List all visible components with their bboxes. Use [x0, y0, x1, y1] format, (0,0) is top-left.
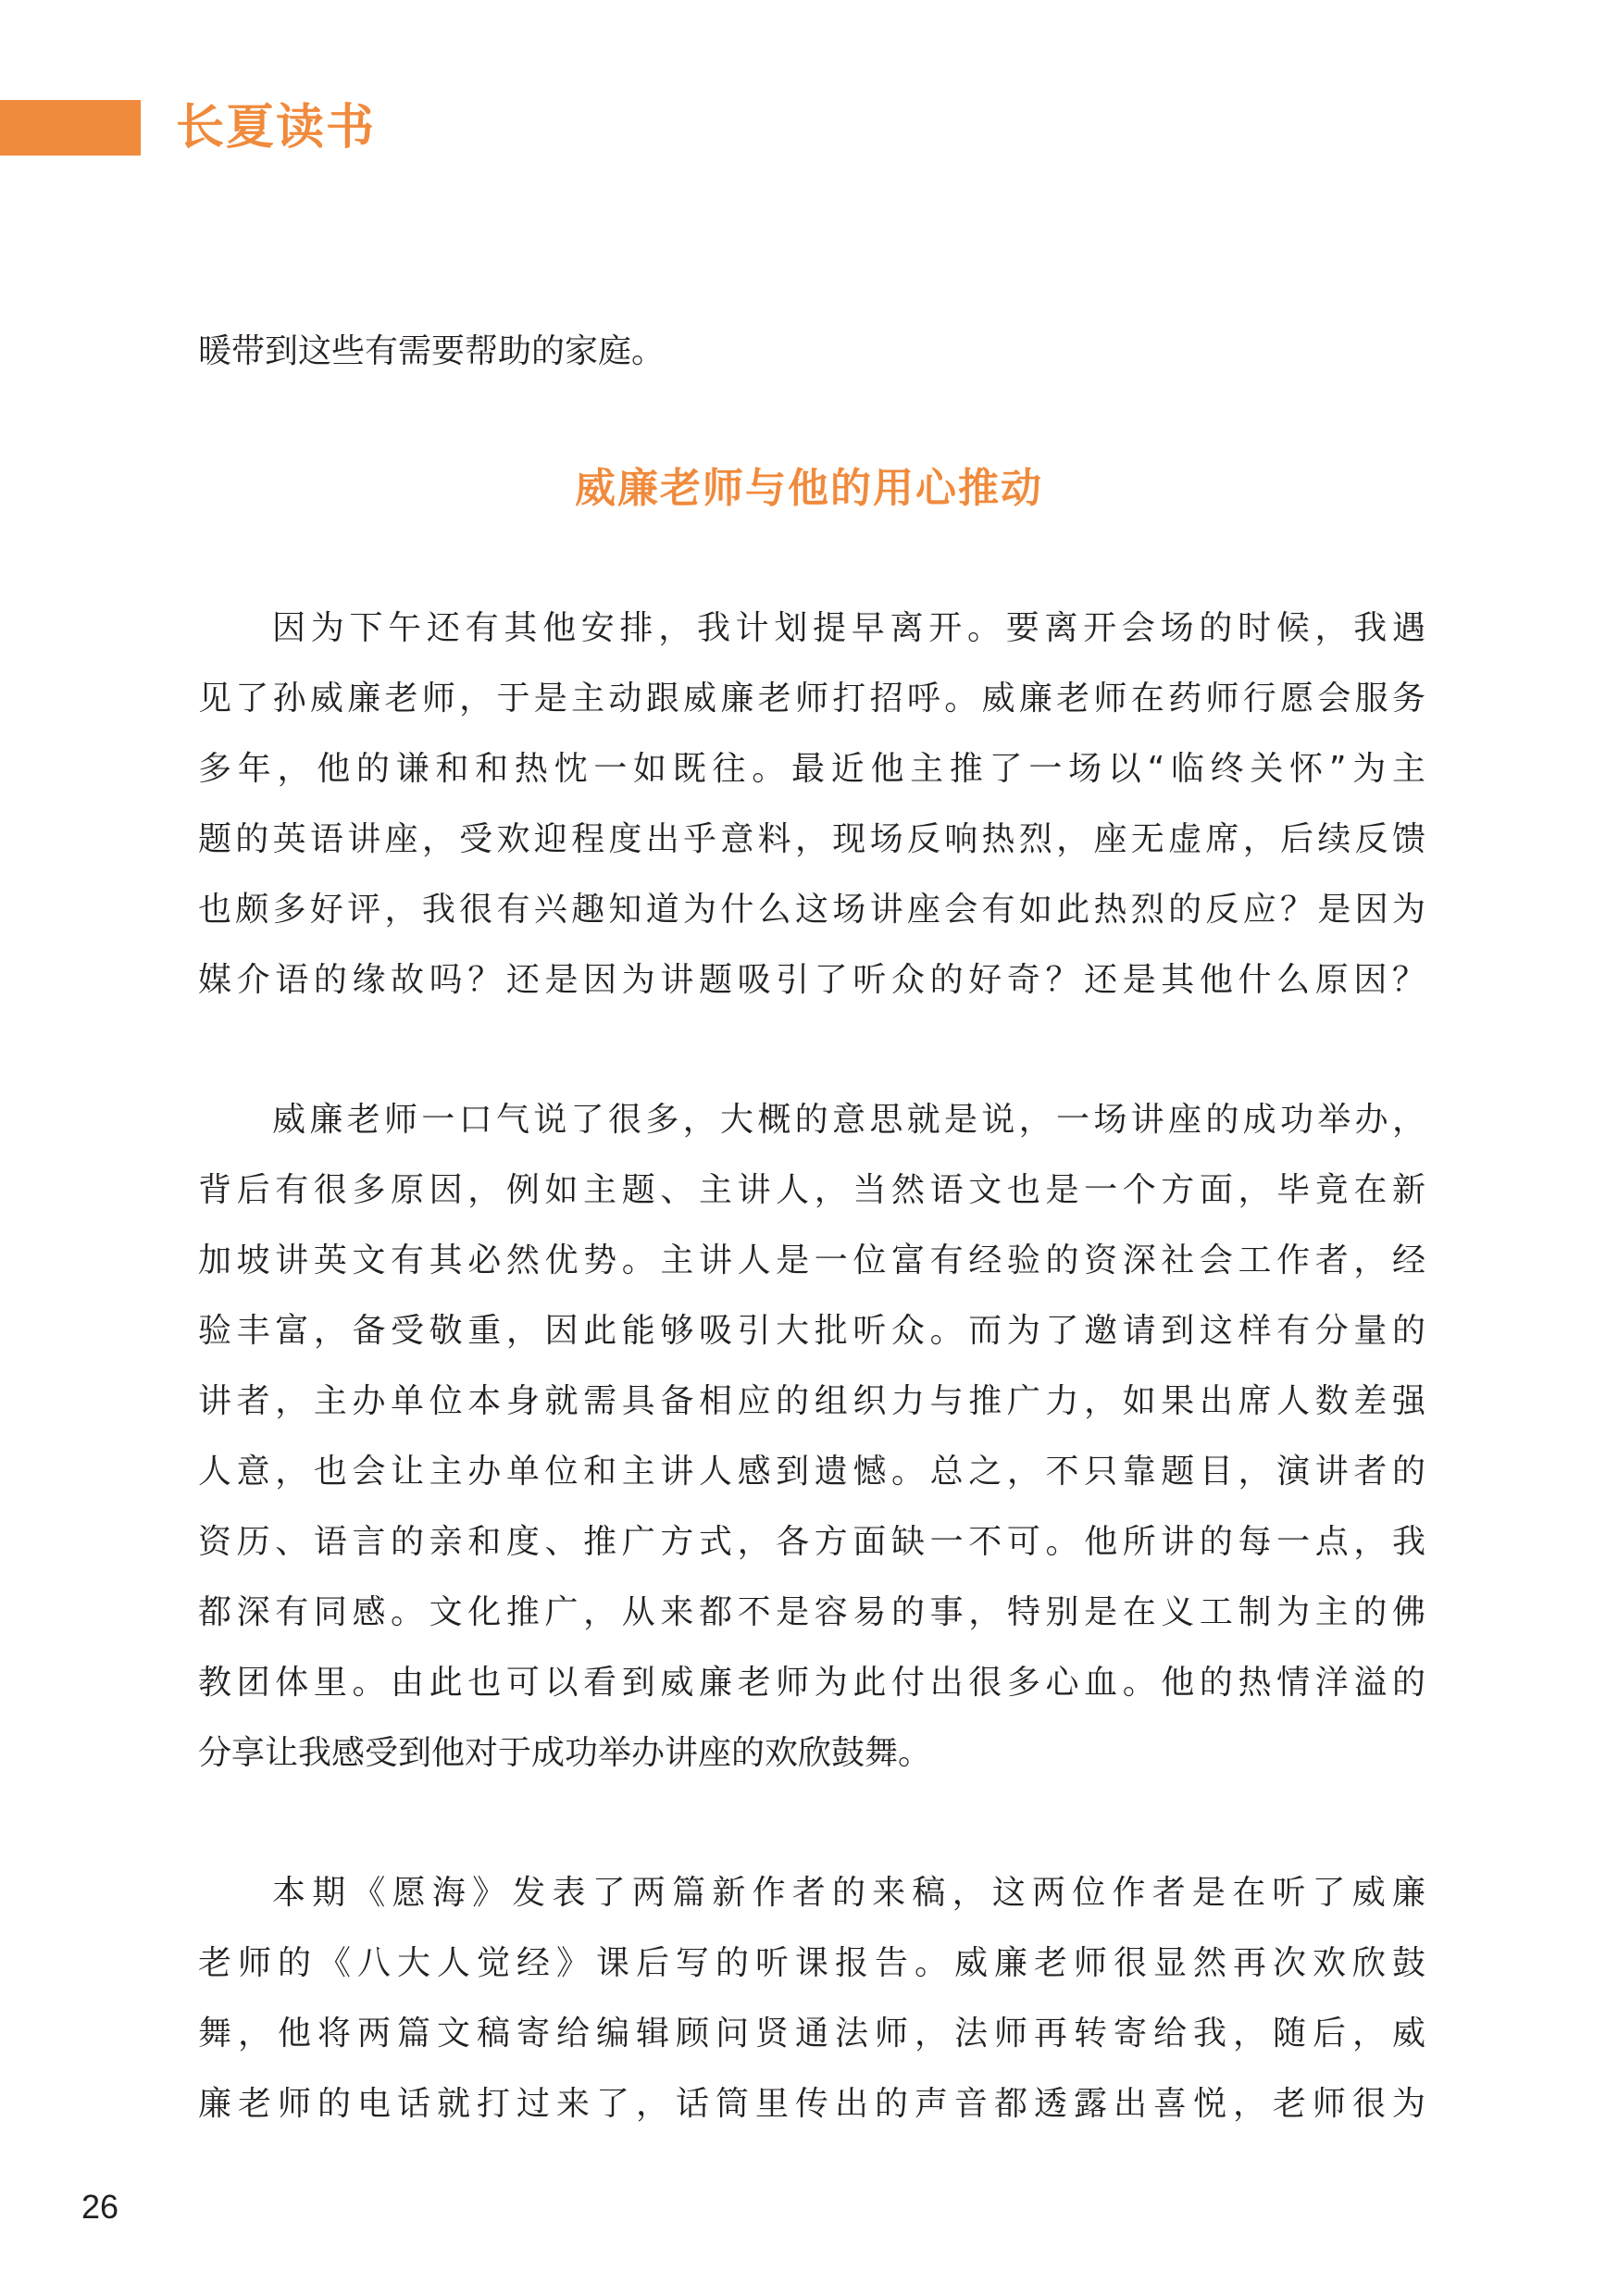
paragraph-line: 都深有同感。文化推广，从来都不是容易的事，特别是在义工制为主的佛 [198, 1593, 1425, 1631]
paragraph-line: 讲者，主办单位本身就需具备相应的组织力与推广力，如果出席人数差强 [198, 1382, 1425, 1420]
paragraph-line: 加坡讲英文有其必然优势。主讲人是一位富有经验的资深社会工作者，经 [198, 1242, 1425, 1279]
paragraph-line: 媒介语的缘故吗？还是因为讲题吸引了听众的好奇？还是其他什么原因？ [198, 961, 1425, 999]
paragraph-line: 本期《愿海》发表了两篇新作者的来稿，这两位作者是在听了威廉 [272, 1874, 1425, 1912]
page-number: 26 [81, 2188, 119, 2226]
paragraph-line: 威廉老师一口气说了很多，大概的意思就是说，一场讲座的成功举办， [272, 1101, 1425, 1139]
header-accent-bar [0, 100, 141, 156]
paragraph-line: 老师的《八大人觉经》课后写的听课报告。威廉老师很显然再次欢欣鼓 [198, 1944, 1425, 1982]
paragraph-line: 题的英语讲座，受欢迎程度出乎意料，现场反响热烈，座无虚席，后续反馈 [198, 820, 1425, 858]
running-header-title: 长夏读书 [176, 100, 377, 156]
continuation-line: 暖带到这些有需要帮助的家庭。 [198, 332, 666, 370]
paragraph-line: 见了孙威廉老师，于是主动跟威廉老师打招呼。威廉老师在药师行愿会服务 [198, 680, 1425, 718]
paragraph-line: 背后有很多原因，例如主题、主讲人，当然语文也是一个方面，毕竟在新 [198, 1171, 1425, 1209]
paragraph-line: 舞，他将两篇文稿寄给编辑顾问贤通法师，法师再转寄给我，随后，威 [198, 2015, 1425, 2053]
paragraph-line: 廉老师的电话就打过来了，话筒里传出的声音都透露出喜悦，老师很为 [198, 2085, 1425, 2123]
paragraph-line: 教团体里。由此也可以看到威廉老师为此付出很多心血。他的热情洋溢的 [198, 1664, 1425, 1702]
section-heading: 威廉老师与他的用心推动 [575, 465, 1043, 512]
paragraph-line: 分享让我感受到他对于成功举办讲座的欢欣鼓舞。 [198, 1734, 932, 1772]
paragraph-line: 也颇多好评，我很有兴趣知道为什么这场讲座会有如此热烈的反应？是因为 [198, 891, 1425, 929]
paragraph-line: 人意，也会让主办单位和主讲人感到遗憾。总之，不只靠题目，演讲者的 [198, 1453, 1425, 1491]
paragraph-line: 验丰富，备受敬重，因此能够吸引大批听众。而为了邀请到这样有分量的 [198, 1312, 1425, 1350]
paragraph-line: 因为下午还有其他安排，我计划提早离开。要离开会场的时候，我遇 [272, 609, 1425, 647]
paragraph-line: 资历、语言的亲和度、推广方式，各方面缺一不可。他所讲的每一点，我 [198, 1523, 1425, 1561]
paragraph-line: 多年，他的谦和和热忱一如既往。最近他主推了一场以“临终关怀”为主 [198, 750, 1425, 788]
